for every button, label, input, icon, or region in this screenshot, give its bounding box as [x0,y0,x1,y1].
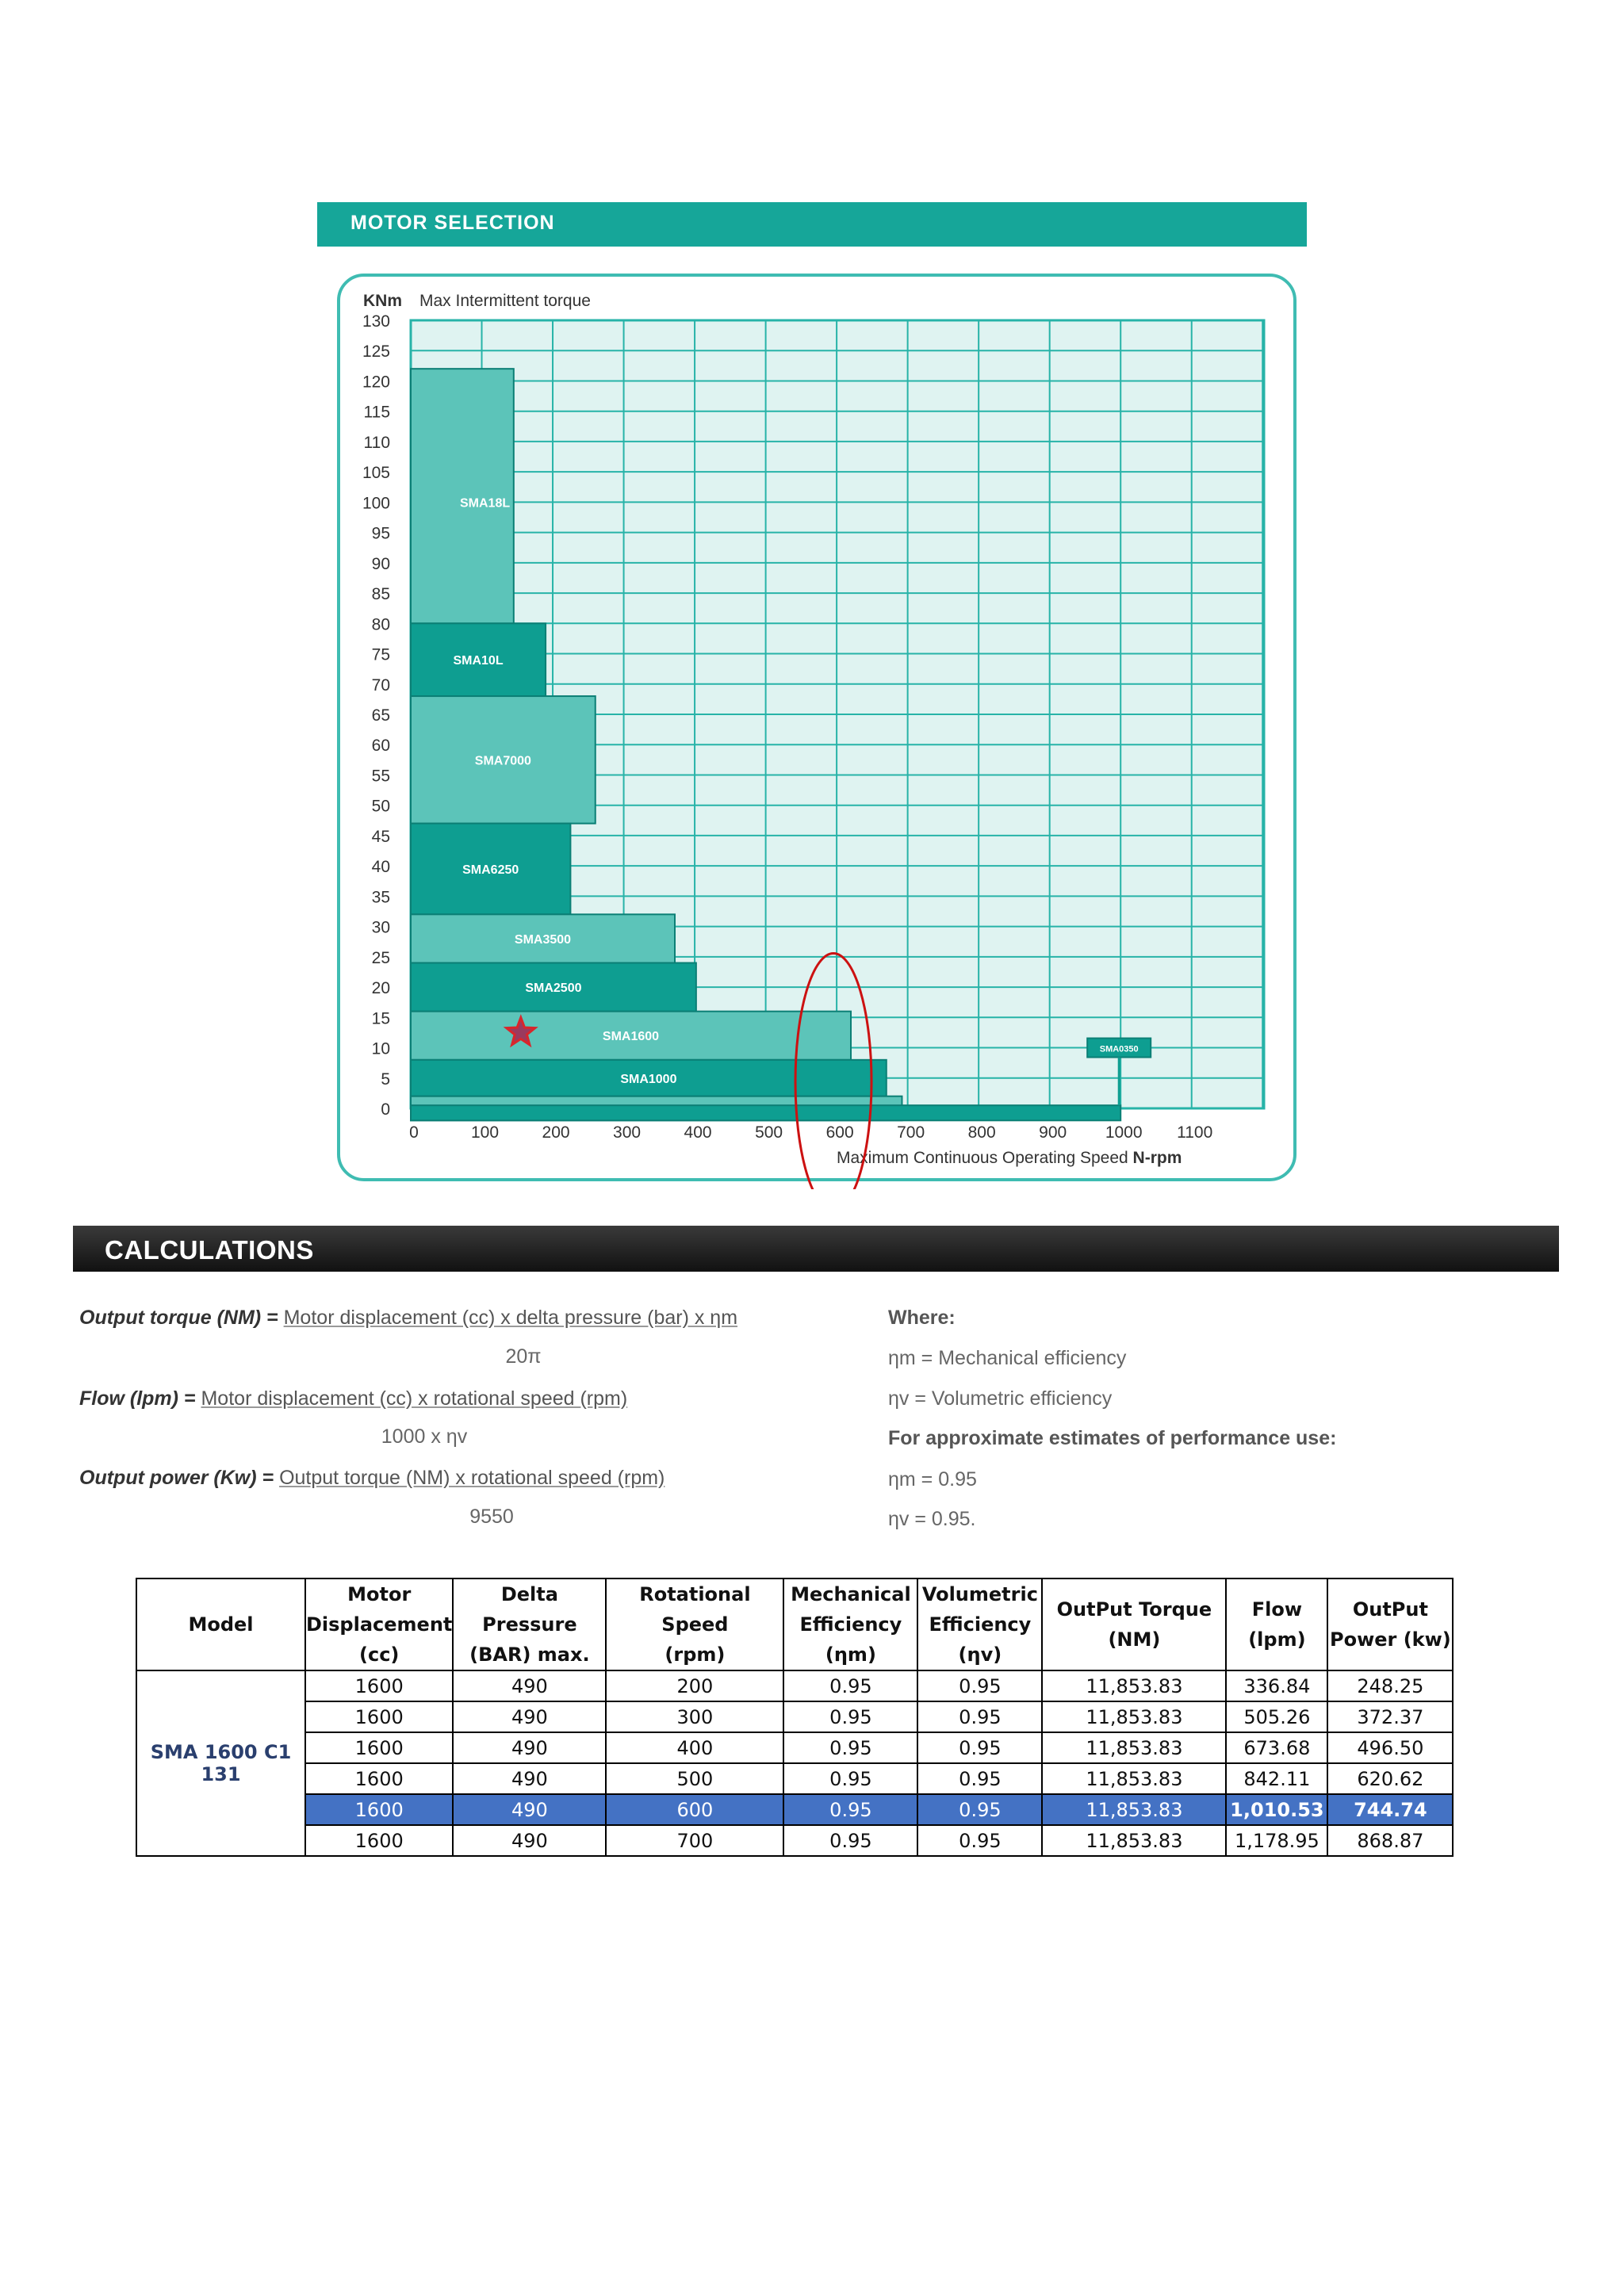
table-row [136,1670,1453,1701]
y-tick-label: 105 [362,464,390,483]
mechanical-efficiency-def: ηm = Mechanical efficiency [888,1347,1127,1369]
x-tick-label: 500 [755,1123,783,1142]
y-tick-label: 65 [371,706,390,725]
cell-output-torque: 11,853.83 [1042,1825,1226,1856]
torque-formula [79,1307,737,1330]
y-tick-label: 40 [371,858,390,877]
table-row [136,1825,1453,1856]
cell-mechanical-efficiency: 0.95 [783,1732,917,1763]
cell-delta-pressure: 490 [453,1794,606,1825]
where-label: Where: [888,1307,956,1329]
cell-displacement: 1600 [305,1794,453,1825]
y-axis-unit: KNm [363,292,403,310]
cell-displacement: 1600 [305,1732,453,1763]
cell-delta-pressure: 490 [453,1701,606,1732]
table-row [136,1763,1453,1794]
cell-output-torque: 11,853.83 [1042,1670,1226,1701]
x-tick-label: 600 [825,1123,854,1142]
cell-mechanical-efficiency: 0.95 [783,1701,917,1732]
cell-output-torque: 11,853.83 [1042,1701,1226,1732]
x-tick-label: 1100 [1177,1123,1213,1142]
cell-mechanical-efficiency: 0.95 [783,1763,917,1794]
cell-output-torque: 11,853.83 [1042,1763,1226,1794]
cell-output-power: 868.87 [1327,1825,1453,1856]
cell-volumetric-efficiency: 0.95 [917,1670,1042,1701]
x-tick-label: 1000 [1105,1123,1143,1142]
bar-label-sma7000: SMA7000 [474,754,531,768]
motor-selection-title: MOTOR SELECTION [350,212,555,234]
x-tick-label: 400 [684,1123,712,1142]
cell-rotational-speed: 500 [606,1763,783,1794]
cell-output-power: 372.37 [1327,1701,1453,1732]
y-tick-label: 80 [371,615,390,634]
cell-volumetric-efficiency: 0.95 [917,1763,1042,1794]
approx-mechanical-value: ηm = 0.95 [888,1468,977,1490]
approx-volumetric-value: ηv = 0.95. [888,1508,976,1530]
y-tick-label: 85 [371,585,390,604]
x-tick-label: 300 [613,1123,642,1142]
flow-formula [79,1387,627,1410]
header-model: Model [136,1578,305,1670]
model-cell: SMA 1600 C1 131 [136,1670,305,1856]
power-formula-denominator: 9550 [469,1506,514,1528]
table-row [136,1701,1453,1732]
calculations-title: CALCULATIONS [105,1235,314,1265]
x-tick-label: 200 [542,1123,570,1142]
y-tick-label: 20 [371,979,390,998]
y-tick-label: 125 [362,342,390,362]
cell-mechanical-efficiency: 0.95 [783,1825,917,1856]
header-output-torque: OutPut Torque (NM) [1042,1578,1226,1670]
header-output-power: OutPut Power (kw) [1327,1578,1453,1670]
y-tick-label: 70 [371,675,390,695]
power-formula-lhs: Output power (Kw) = [79,1467,274,1489]
y-tick-label: 5 [381,1070,390,1089]
approx-estimates-label: For approximate estimates of performance use: [888,1427,1337,1449]
bar-label-sma1600: SMA1600 [602,1030,660,1044]
x-tick-label: 0 [409,1123,419,1142]
cell-output-torque: 11,853.83 [1042,1794,1226,1825]
y-tick-label: 15 [371,1009,390,1028]
y-tick-label: 60 [371,737,390,756]
power-formula [79,1467,665,1490]
cell-displacement: 1600 [305,1670,453,1701]
cell-output-power: 496.50 [1327,1732,1453,1763]
y-axis-title: Max Intermittent torque [419,292,591,310]
cell-output-power: 744.74 [1327,1794,1453,1825]
y-tick-label: 0 [381,1100,390,1119]
y-tick-label: 55 [371,767,390,786]
y-tick-label: 120 [362,373,390,392]
cell-displacement: 1600 [305,1763,453,1794]
cell-mechanical-efficiency: 0.95 [783,1670,917,1701]
cell-rotational-speed: 200 [606,1670,783,1701]
cell-volumetric-efficiency: 0.95 [917,1732,1042,1763]
bar-sma0350 [411,1105,1120,1120]
flow-formula-numerator: Motor displacement (cc) x rotational speed (rpm) [201,1387,628,1410]
cell-output-power: 248.25 [1327,1670,1453,1701]
cell-volumetric-efficiency: 0.95 [917,1701,1042,1732]
header-rotational-speed: Rotational Speed (rpm) [606,1578,783,1670]
power-formula-numerator: Output torque (NM) x rotational speed (rpm) [279,1467,665,1489]
y-tick-label: 35 [371,888,390,907]
x-tick-label: 700 [897,1123,925,1142]
cell-flow: 1,010.53 [1226,1794,1327,1825]
header-flow: Flow (lpm) [1226,1578,1327,1670]
y-tick-label: 45 [371,827,390,846]
cell-flow: 842.11 [1226,1763,1327,1794]
torque-formula-denominator: 20π [505,1345,542,1368]
y-tick-label: 110 [363,433,390,452]
table-row [136,1794,1453,1825]
table-header-row [136,1578,1453,1670]
y-tick-label: 95 [371,524,390,543]
cell-delta-pressure: 490 [453,1825,606,1856]
header-displacement: Motor Displacement (cc) [305,1578,453,1670]
bar-label-sma6250: SMA6250 [462,863,519,877]
cell-output-torque: 11,853.83 [1042,1732,1226,1763]
cell-rotational-speed: 700 [606,1825,783,1856]
bar-label-sma3500: SMA3500 [514,932,572,947]
y-tick-label: 25 [371,948,390,967]
cell-delta-pressure: 490 [453,1763,606,1794]
y-tick-label: 30 [371,918,390,937]
cell-flow: 505.26 [1226,1701,1327,1732]
header-mechanical-efficiency: Mechanical Efficiency (ηm) [783,1578,917,1670]
cell-output-power: 620.62 [1327,1763,1453,1794]
x-axis-title: Maximum Continuous Operating Speed N-rpm [837,1149,1182,1167]
cell-mechanical-efficiency: 0.95 [783,1794,917,1825]
cell-displacement: 1600 [305,1825,453,1856]
header-volumetric-efficiency: Volumetric Efficiency (ηv) [917,1578,1042,1670]
y-tick-label: 50 [371,797,390,816]
x-tick-label: 900 [1039,1123,1067,1142]
calculation-table [136,1578,1454,1857]
cell-volumetric-efficiency: 0.95 [917,1825,1042,1856]
calculations-banner [73,1226,1559,1272]
flow-formula-lhs: Flow (lpm) = [79,1387,196,1410]
y-tick-label: 75 [371,645,390,664]
volumetric-efficiency-def: ηv = Volumetric efficiency [888,1387,1113,1410]
table-row [136,1732,1453,1763]
y-tick-label: 130 [362,312,390,331]
cell-delta-pressure: 490 [453,1732,606,1763]
cell-flow: 673.68 [1226,1732,1327,1763]
header-delta-pressure: Delta Pressure (BAR) max. [453,1578,606,1670]
flow-formula-denominator: 1000 x ηv [381,1425,468,1448]
bar-label-sma1000: SMA1000 [620,1072,677,1086]
torque-formula-numerator: Motor displacement (cc) x delta pressure (bar) x ηm [283,1307,738,1329]
y-tick-label: 115 [363,403,390,422]
cell-rotational-speed: 400 [606,1732,783,1763]
y-tick-label: 100 [362,494,390,513]
bar-label-sma2500: SMA2500 [525,982,582,996]
y-tick-label: 90 [371,554,390,573]
callout-label-sma0350: SMA0350 [1099,1044,1139,1054]
cell-rotational-speed: 300 [606,1701,783,1732]
torque-formula-lhs: Output torque (NM) = [79,1307,278,1329]
x-tick-label: 100 [470,1123,500,1142]
x-tick-label: 800 [967,1123,996,1142]
bar-label-sma10l: SMA10L [453,654,504,668]
cell-displacement: 1600 [305,1701,453,1732]
cell-delta-pressure: 490 [453,1670,606,1701]
y-tick-label: 10 [371,1039,390,1058]
cell-rotational-speed: 600 [606,1794,783,1825]
bar-label-sma18l: SMA18L [460,496,511,511]
cell-flow: 1,178.95 [1226,1825,1327,1856]
cell-flow: 336.84 [1226,1670,1327,1701]
cell-volumetric-efficiency: 0.95 [917,1794,1042,1825]
